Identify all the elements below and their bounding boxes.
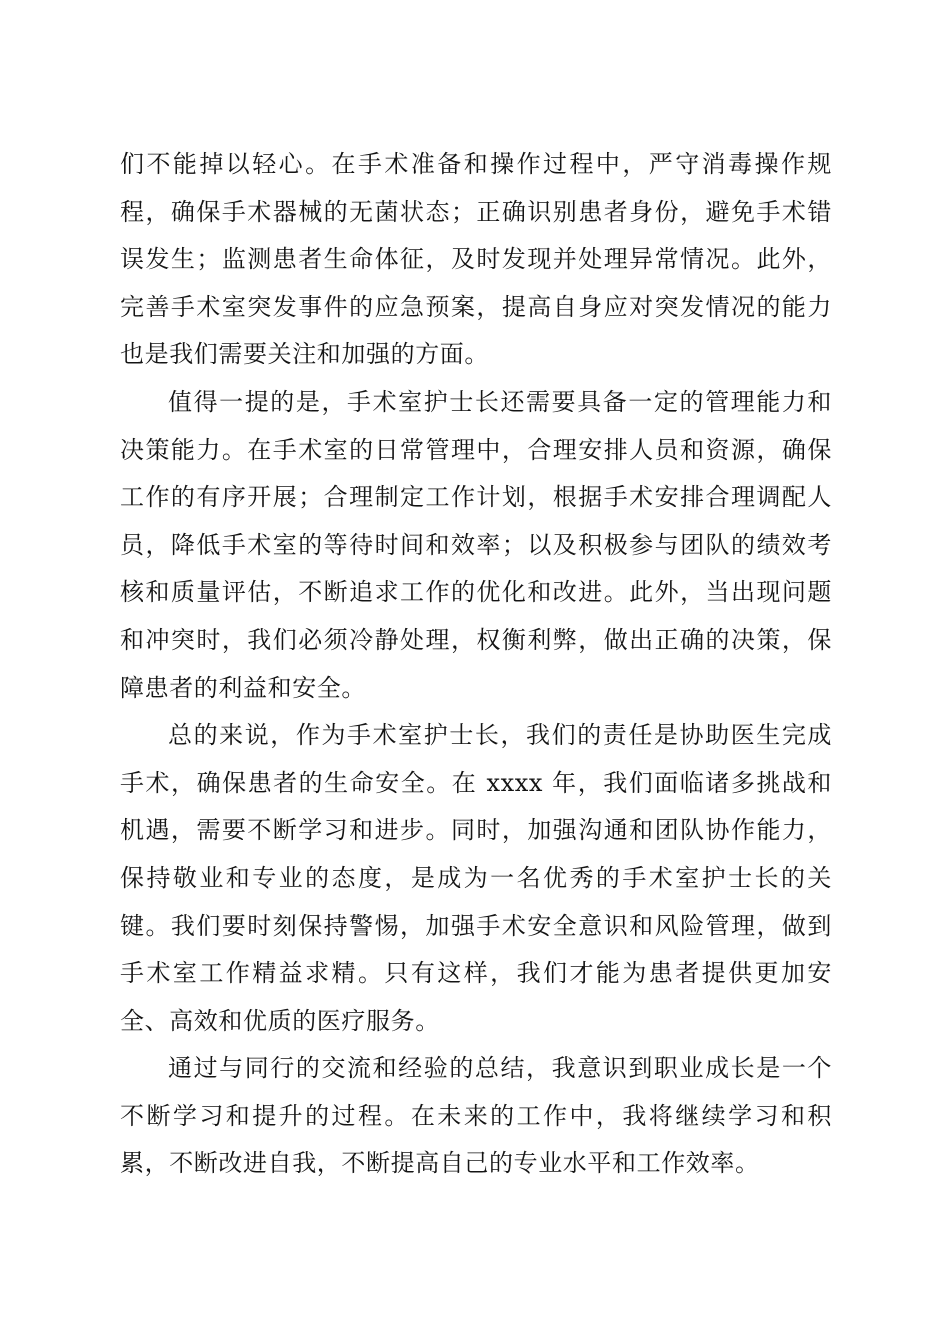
document-body [120, 141, 832, 1188]
paragraph-summary: 总的来说，作为手术室护士长，我们的责任是协助医生完成手术，确保患者的生命安全。在 xxxx 年，我们面临诸多挑战和机遇，需要不断学习和进步。同时，加强沟通和团队协作能力，保持敬业和专业的态度，是成为一名优秀的手术室护士长的关键。我们要时刻保持警惕，加强手术安全意识和风险管理，做到手术室工作精益求精。只有这样，我们才能为患者提供更加安全、高效和优质的医疗服务。 [120, 721, 832, 1035]
paragraph-growth: 通过与同行的交流和经验的总结，我意识到职业成长是一个不断学习和提升的过程。在未来的工作中，我将继续学习和积累，不断改进自我，不断提高自己的专业水平和工作效率。 [120, 1054, 832, 1178]
paragraph-management: 值得一提的是，手术室护士长还需要具备一定的管理能力和决策能力。在手术室的日常管理中，合理安排人员和资源，确保工作的有序开展；合理制定工作计划，根据手术安排合理调配人员，降低手术室的等待时间和效率；以及积极参与团队的绩效考核和质量评估，不断追求工作的优化和改进。此外，当出现问题和冲突时，我们必须冷静处理，权衡利弊，做出正确的决策，保障患者的利益和安全。 [120, 387, 832, 702]
paragraph-continuation: 们不能掉以轻心。在手术准备和操作过程中，严守消毒操作规程，确保手术器械的无菌状态；正确识别患者身份，避免手术错误发生；监测患者生命体征，及时发现并处理异常情况。此外，完善手术室突发事件的应急预案，提高自身应对突发情况的能力也是我们需要关注和加强的方面。 [120, 150, 832, 369]
